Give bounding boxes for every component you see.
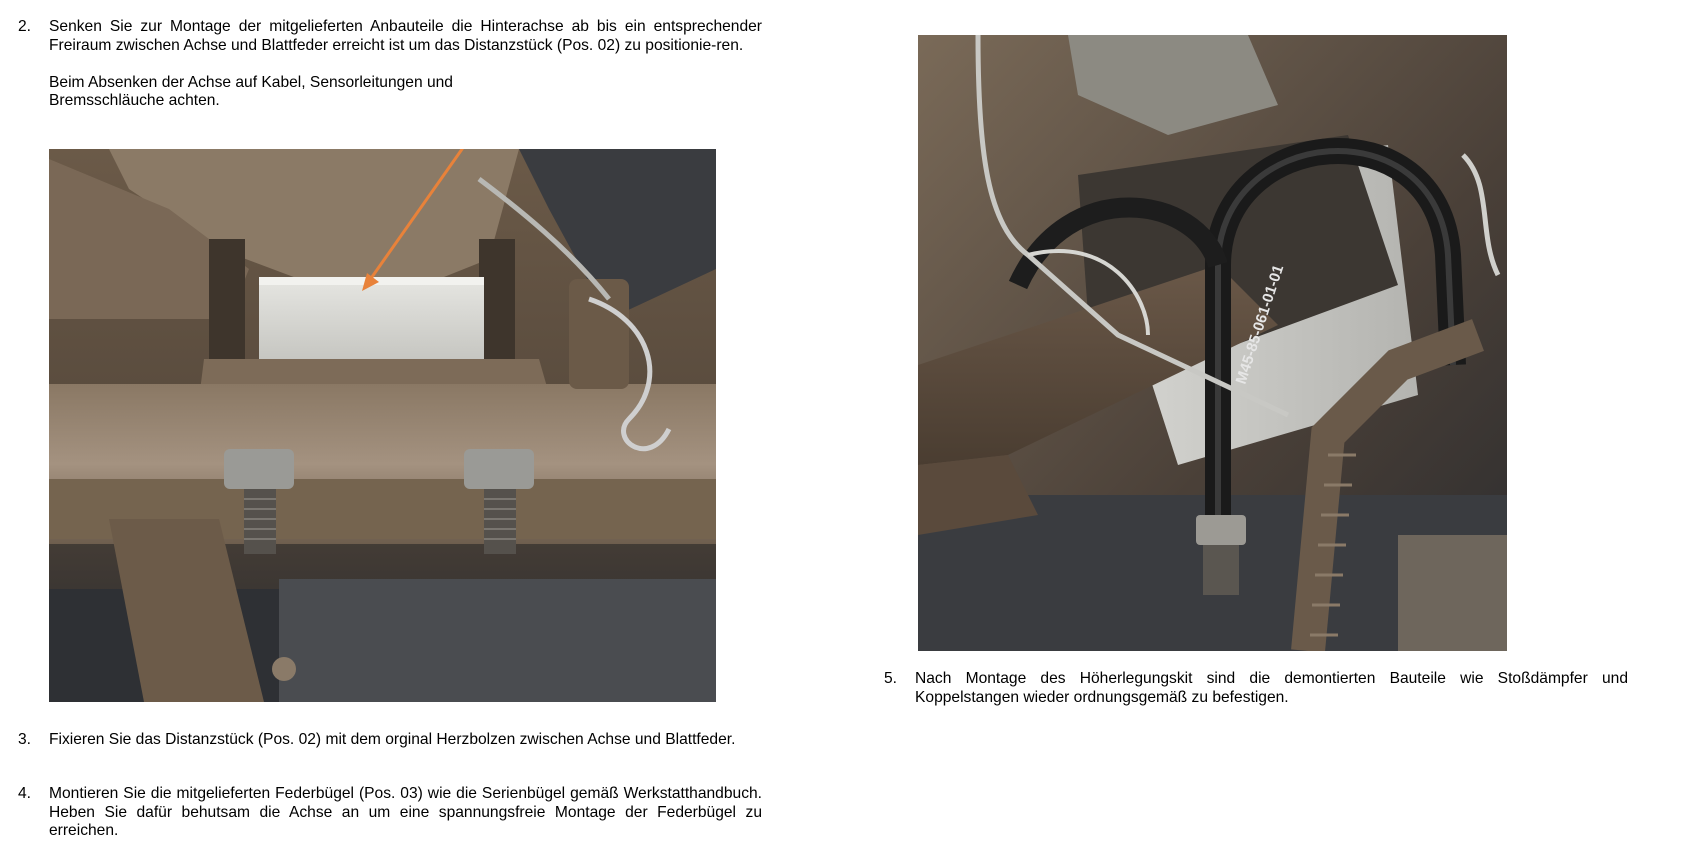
step-paragraph: Montieren Sie die mitgelieferten Federbügel (Pos. 03) wie die Serienbügel gemäß Werkstatthandbuch. Heben Sie dafür behutsam die Achse an um eine spannungsfreie Montage der Federbügel zu erreichen.	[49, 785, 762, 839]
axle-spacer-image	[49, 149, 716, 702]
step-body	[915, 670, 1628, 707]
step-paragraph: Senken Sie zur Montage der mitgelieferten Anbauteile die Hinterachse ab bis ein entsprechender Freiraum zwischen Achse und Blattfeder erreicht ist um das Distanzstück (Pos. 02) zu positionie-ren.	[49, 18, 762, 54]
ubolt-marking: M45-85-061-01-01	[1232, 262, 1288, 387]
step-paragraph: Nach Montage des Höherlegungskit sind die demontierten Bauteile wie Stoßdämpfer und Koppelstangen wieder ordnungsgemäß zu befestigen.	[915, 670, 1628, 706]
step-body	[49, 18, 762, 111]
spacer-installation-photo	[49, 149, 716, 702]
step-paragraph: Fixieren Sie das Distanzstück (Pos. 02) mit dem orginal Herzbolzen zwischen Achse und Blattfeder.	[49, 731, 736, 748]
step-body	[49, 731, 762, 750]
ubolt-image	[918, 35, 1507, 651]
ubolt-installation-photo	[918, 35, 1507, 651]
step-number: 3.	[18, 731, 32, 748]
step-number: 4.	[18, 785, 32, 802]
step-note: Beim Absenken der Achse auf Kabel, Sensorleitungen und Bremsschläuche achten.	[49, 73, 453, 109]
step-number: 5.	[884, 670, 898, 687]
step-body	[49, 785, 762, 841]
step-number: 2.	[18, 18, 32, 35]
